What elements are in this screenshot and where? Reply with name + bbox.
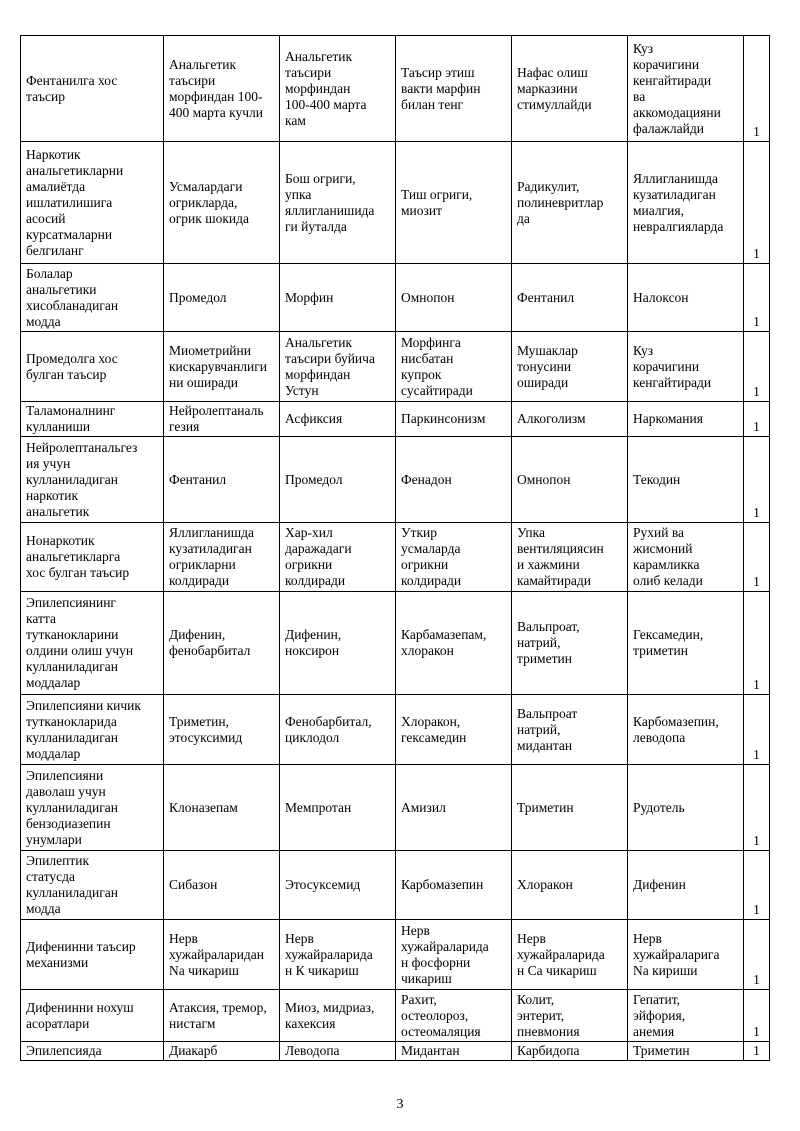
table-row xyxy=(21,402,770,437)
question-cell: Дифенинни нохуш асоратлари xyxy=(21,990,164,1042)
question-cell: Фентанилга хос таъсир xyxy=(21,36,164,142)
table-row xyxy=(21,592,770,695)
answer-cell: Усмалардаги огрикларда, огрик шокида xyxy=(164,142,280,264)
answer-cell: Уткир усмаларда огрикни колдиради xyxy=(396,523,512,592)
answer-cell: Омнопон xyxy=(396,264,512,332)
answer-cell: Этосуксемид xyxy=(280,851,396,920)
answer-cell: Промедол xyxy=(164,264,280,332)
answer-cell: Омнопон xyxy=(512,437,628,523)
score-cell: 1 xyxy=(744,402,770,437)
answer-cell: Дифенин, ноксирон xyxy=(280,592,396,695)
answer-cell: Паркинсонизм xyxy=(396,402,512,437)
answer-cell: Гепатит, эйфория, анемия xyxy=(628,990,744,1042)
question-cell: Нейролептанальгез ия учун кулланиладиган наркотик анальгетик xyxy=(21,437,164,523)
answer-cell: Атаксия, тремор, нистагм xyxy=(164,990,280,1042)
score-cell: 1 xyxy=(744,695,770,765)
question-cell: Болалар анальгетики хисобланадиган модда xyxy=(21,264,164,332)
answer-cell: Упка вентиляциясин и хажмини камайтиради xyxy=(512,523,628,592)
table-row xyxy=(21,523,770,592)
answer-cell: Хлоракон xyxy=(512,851,628,920)
answer-cell: Бош огриги, упка яллигланишида ги йуталда xyxy=(280,142,396,264)
table-row xyxy=(21,332,770,402)
score-cell: 1 xyxy=(744,523,770,592)
answer-cell: Рудотель xyxy=(628,765,744,851)
answer-cell: Радикулит, полиневритлар да xyxy=(512,142,628,264)
answer-cell: Мидантан xyxy=(396,1042,512,1061)
score-cell: 1 xyxy=(744,142,770,264)
table-row xyxy=(21,695,770,765)
answer-cell: Карбомазепин xyxy=(396,851,512,920)
table-row xyxy=(21,264,770,332)
question-cell: Дифенинни таъсир механизми xyxy=(21,920,164,990)
answer-cell: Нерв хужайраларида н К чикариш xyxy=(280,920,396,990)
question-cell: Нонаркотик анальгетикларга хос булган таъсир xyxy=(21,523,164,592)
answer-cell: Асфиксия xyxy=(280,402,396,437)
answer-cell: Вальпроат, натрий, триметин xyxy=(512,592,628,695)
answer-cell: Нерв хужайраларида н фосфорни чикариш xyxy=(396,920,512,990)
answer-cell: Яллигланишда кузатиладиган огрикларни колдиради xyxy=(164,523,280,592)
answer-cell: Текодин xyxy=(628,437,744,523)
answer-cell: Карбидопа xyxy=(512,1042,628,1061)
score-cell: 1 xyxy=(744,920,770,990)
answer-cell: Дифенин, фенобарбитал xyxy=(164,592,280,695)
score-cell: 1 xyxy=(744,264,770,332)
question-cell: Эпилепсияда xyxy=(21,1042,164,1061)
answer-cell: Клоназепам xyxy=(164,765,280,851)
score-cell: 1 xyxy=(744,592,770,695)
score-cell: 1 xyxy=(744,765,770,851)
answer-cell: Амизил xyxy=(396,765,512,851)
answer-cell: Нерв хужайраларига Na кириши xyxy=(628,920,744,990)
answer-cell: Яллигланишда кузатиладиган миалгия, невралгияларда xyxy=(628,142,744,264)
answer-cell: Фентанил xyxy=(512,264,628,332)
answer-cell: Вальпроат натрий, мидантан xyxy=(512,695,628,765)
question-cell: Таламоналнинг кулланиши xyxy=(21,402,164,437)
table-row xyxy=(21,851,770,920)
answer-cell: Карбамазепам, хлоракон xyxy=(396,592,512,695)
question-cell: Наркотик анальгетикларни амалиётда ишлатилишига асосий курсатмаларни белгиланг xyxy=(21,142,164,264)
question-cell: Промедолга хос булган таъсир xyxy=(21,332,164,402)
page-number: 3 xyxy=(396,1097,404,1112)
answer-cell: Карбомазепин, леводопа xyxy=(628,695,744,765)
answer-cell: Налоксон xyxy=(628,264,744,332)
table-row xyxy=(21,920,770,990)
answer-cell: Триметин, этосуксимид xyxy=(164,695,280,765)
score-cell: 1 xyxy=(744,36,770,142)
answer-cell: Алкоголизм xyxy=(512,402,628,437)
answer-cell: Куз корачигини кенгайтиради ва аккомодацияни фалажлайди xyxy=(628,36,744,142)
answer-cell: Тиш огриги, миозит xyxy=(396,142,512,264)
answer-cell: Нерв хужайраларидан Na чикариш xyxy=(164,920,280,990)
table-row xyxy=(21,1042,770,1061)
table-row xyxy=(21,36,770,142)
quiz-table xyxy=(20,35,770,1061)
answer-cell: Фенобарбитал, циклодол xyxy=(280,695,396,765)
answer-cell: Миометрийни кискарувчанлиги ни оширади xyxy=(164,332,280,402)
answer-cell: Таъсир этиш вакти марфин билан тенг xyxy=(396,36,512,142)
answer-cell: Фенадон xyxy=(396,437,512,523)
answer-cell: Анальгетик таъсири буйича морфиндан Устун xyxy=(280,332,396,402)
question-cell: Эпилепсияни даволаш учун кулланиладиган бензодиазепин унумлари xyxy=(21,765,164,851)
answer-cell: Триметин xyxy=(512,765,628,851)
table-row xyxy=(21,437,770,523)
answer-cell: Нейролептаналь гезия xyxy=(164,402,280,437)
answer-cell: Сибазон xyxy=(164,851,280,920)
question-cell: Эпилептик статусда кулланиладиган модда xyxy=(21,851,164,920)
answer-cell: Наркомания xyxy=(628,402,744,437)
score-cell: 1 xyxy=(744,990,770,1042)
answer-cell: Куз корачигини кенгайтиради xyxy=(628,332,744,402)
answer-cell: Хлоракон, гексамедин xyxy=(396,695,512,765)
answer-cell: Промедол xyxy=(280,437,396,523)
answer-cell: Мемпротан xyxy=(280,765,396,851)
answer-cell: Рахит, остеолороз, остеомаляция xyxy=(396,990,512,1042)
answer-cell: Нафас олиш марказини стимуллайди xyxy=(512,36,628,142)
answer-cell: Морфин xyxy=(280,264,396,332)
answer-cell: Фентанил xyxy=(164,437,280,523)
table-row xyxy=(21,990,770,1042)
score-cell: 1 xyxy=(744,437,770,523)
table-row xyxy=(21,142,770,264)
answer-cell: Анальгетик таъсири морфиндан 100-400 марта кам xyxy=(280,36,396,142)
answer-cell: Миоз, мидриаз, кахексия xyxy=(280,990,396,1042)
answer-cell: Морфинга нисбатан купрок сусайтиради xyxy=(396,332,512,402)
answer-cell: Хар-хил даражадаги огрикни колдиради xyxy=(280,523,396,592)
score-cell: 1 xyxy=(744,1042,770,1061)
answer-cell: Диакарб xyxy=(164,1042,280,1061)
answer-cell: Дифенин xyxy=(628,851,744,920)
score-cell: 1 xyxy=(744,332,770,402)
table-row xyxy=(21,765,770,851)
answer-cell: Гексамедин, триметин xyxy=(628,592,744,695)
answer-cell: Рухий ва жисмоний карамликка олиб келади xyxy=(628,523,744,592)
answer-cell: Мушаклар тонусини оширади xyxy=(512,332,628,402)
answer-cell: Леводопа xyxy=(280,1042,396,1061)
answer-cell: Нерв хужайраларида н Са чикариш xyxy=(512,920,628,990)
question-cell: Эпилепсияни кичик тутканокларида кулланиладиган моддалар xyxy=(21,695,164,765)
answer-cell: Анальгетик таъсири морфиндан 100- 400 марта кучли xyxy=(164,36,280,142)
score-cell: 1 xyxy=(744,851,770,920)
question-cell: Эпилепсиянинг катта тутканокларини олдини олиш учун кулланиладиган моддалар xyxy=(21,592,164,695)
answer-cell: Колит, энтерит, пневмония xyxy=(512,990,628,1042)
answer-cell: Триметин xyxy=(628,1042,744,1061)
